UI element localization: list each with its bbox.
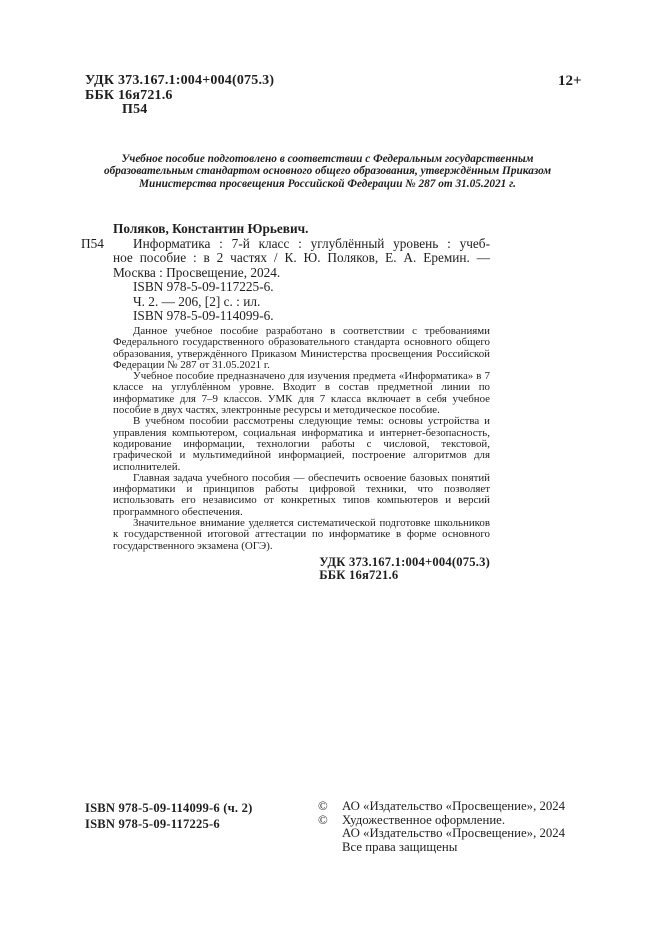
copyright-line: АО «Издательство «Просвещение», 2024	[342, 826, 566, 840]
card-line: Москва : Просвещение, 2024.	[113, 264, 281, 280]
annotation-paragraph: Значительное внимание уделяется систематической подготовке школьников к государственной итоговой аттестации по информатике в форме основного государственного экзамена (ОГЭ).	[113, 517, 490, 552]
copyright-entry	[318, 800, 565, 814]
copyright-symbol: ©	[318, 812, 328, 827]
card-line: ное пособие : в 2 частях / К. Ю. Поляков, Е. А. Еремин. —	[113, 250, 490, 265]
card-body	[113, 222, 490, 324]
card-part-line: Ч. 2. — 206, [2] с. : ил.	[133, 293, 261, 309]
copyright-line: АО «Издательство «Просвещение», 2024	[342, 799, 566, 813]
classification-block	[85, 74, 274, 118]
copyright-symbol: ©	[318, 799, 328, 813]
annotation-paragraph: Учебное пособие предназначено для изучения предмета «Информатика» в 7 классе на углублённом уровне. Входит в состав предметной линии по информатике для 7–9 классов. УМК для 7 класса включает в себя учебное пособие в двух частях, электронные ресурсы и методическое пособие.	[113, 370, 490, 417]
copyright-line: Все права защищены	[342, 839, 458, 854]
author-name: Поляков, Константин Юрьевич.	[113, 221, 309, 236]
card-author-code: П54	[81, 235, 104, 251]
age-rating-badge: 12+	[558, 73, 582, 89]
copyright-list	[318, 800, 565, 854]
isbn-line: ISBN 978-5-09-117225-6	[85, 816, 220, 831]
udk-number-bottom: УДК 373.167.1:004+004(075.3)	[319, 555, 490, 569]
card-isbn-line: ISBN 978-5-09-114099-6.	[133, 308, 274, 323]
copyright-line: Художественное оформление.	[342, 812, 506, 827]
isbn-line: ISBN 978-5-09-114099-6 (ч. 2)	[85, 801, 253, 815]
card-isbn-line: ISBN 978-5-09-117225-6.	[133, 279, 274, 294]
udk-number: УДК 373.167.1:004+004(075.3)	[85, 73, 275, 88]
bbk-number-bottom: ББК 16я721.6	[319, 567, 399, 582]
card-line: Информатика : 7-й класс : углублённый уровень : учеб-	[133, 235, 490, 251]
classification-block-bottom	[85, 556, 490, 584]
annotation-paragraph: Главная задача учебного пособия — обеспечить освоение базовых понятий информатики и принципов работы цифровой техники, что позволяет использовать его независимо от конкретных типов компьютеров и версий программного обеспечения.	[113, 471, 490, 518]
bbk-number: ББК 16я721.6	[85, 87, 173, 103]
annotation-block	[113, 326, 490, 552]
catalog-card	[81, 221, 490, 324]
annotation-paragraph: Данное учебное пособие разработано в соответствии с требованиями Федерального государственного образовательного стандарта основного общего образования, утверждённого Приказом Министерства просвещения Российской Федерации № 287 от 31.05.2021 г.	[113, 325, 490, 371]
author-code: П54	[122, 102, 148, 117]
copyright-entry	[318, 814, 565, 855]
fgos-compliance-notice: Учебное пособие подготовлено в соответствии с Федеральным государственным образовательным стандартом основного общего образования, утверждённым Приказом Министерства просвещения Российской Федерации № 287 от 31.05.2021 г.	[103, 153, 552, 190]
isbn-list	[85, 801, 253, 832]
annotation-paragraph: В учебном пособии рассмотрены следующие темы: основы устройства и управления компьютером, социальная информатика и интернет-безопасность, кодирование информации, технологии работы с числовой, текстовой, графической и мультимедийной информацией, построение алгоритмов для исполнителей.	[113, 415, 490, 473]
